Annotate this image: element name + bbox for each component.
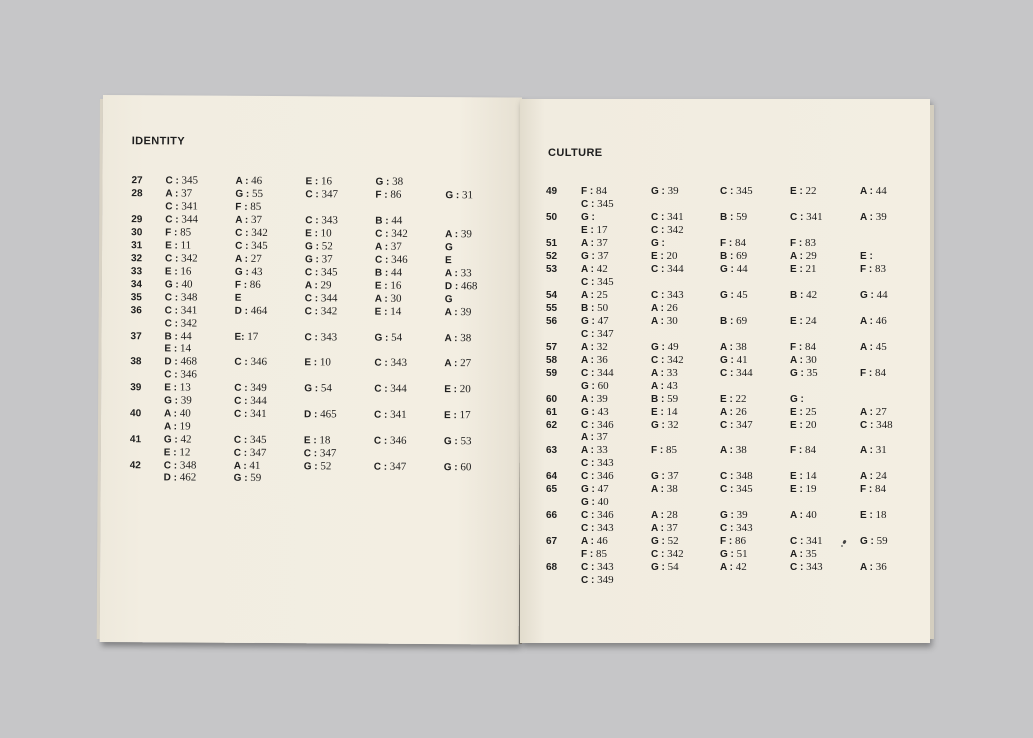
table-cell: A : 42: [581, 262, 608, 275]
table-cell: F : 84: [860, 483, 886, 496]
table-cell: C : 347: [581, 327, 614, 340]
table-cell: A : 39: [445, 227, 472, 241]
table-cell: A : 44: [860, 185, 887, 197]
table-cell: C : 348: [860, 418, 893, 431]
table-cell: F : 84: [720, 236, 746, 249]
table-cell: F : 85: [165, 226, 192, 239]
table-cell: E : 24: [790, 314, 817, 327]
table-cell: C : 344: [581, 366, 614, 379]
table-cell: C : 347: [233, 446, 267, 459]
table-cell: C : 348: [163, 459, 197, 472]
table-cell: G : 59: [233, 472, 262, 485]
table-cell: A : 38: [720, 444, 747, 457]
table-cell: A : 30: [651, 314, 678, 327]
row-number: 50: [546, 211, 558, 223]
table-cell: C : 346: [164, 368, 197, 381]
table-cell: G : 39: [164, 394, 192, 407]
table-cell: B : 44: [374, 266, 403, 279]
row-number: 57: [546, 341, 558, 353]
table-cell: G : 42: [163, 433, 192, 446]
table-cell: G :: [651, 237, 665, 249]
table-cell: A : 24: [860, 470, 887, 483]
table-cell: A : 43: [651, 379, 678, 392]
row-number: 62: [546, 419, 558, 431]
table-cell: E : 20: [444, 383, 471, 396]
table-cell: C : 343: [581, 561, 614, 573]
table-cell: C : 343: [581, 522, 614, 535]
table-cell: C : 341: [234, 407, 267, 421]
table-cell: A : 27: [234, 252, 262, 265]
table-cell: C : 344: [651, 262, 684, 275]
left-page: [100, 95, 522, 645]
row-number: 58: [546, 354, 558, 366]
table-cell: G : 52: [651, 535, 679, 548]
table-cell: G : 59: [860, 535, 888, 548]
table-cell: E : 10: [304, 356, 331, 369]
table-cell: G : 35: [790, 366, 818, 379]
table-cell: C : 341: [651, 210, 684, 223]
table-cell: A : 33: [651, 366, 678, 379]
row-number: 33: [130, 265, 143, 278]
table-cell: E : 16: [164, 265, 192, 278]
table-cell: G : 49: [651, 340, 679, 353]
ink-smudge: [841, 545, 843, 547]
table-cell: C : 348: [164, 291, 198, 304]
table-cell: A : 37: [235, 213, 262, 226]
row-number: 65: [546, 484, 558, 496]
table-cell: A : 38: [720, 340, 747, 353]
row-number: 36: [130, 304, 142, 317]
table-cell: G : 40: [581, 496, 609, 509]
table-cell: A : 26: [651, 301, 678, 314]
row-number: 64: [546, 471, 558, 483]
table-cell: G : 40: [164, 278, 193, 291]
table-cell: G : 54: [374, 331, 403, 344]
table-cell: G : 44: [860, 288, 888, 301]
table-cell: G : 52: [305, 240, 333, 253]
table-cell: F : 85: [651, 444, 677, 457]
table-cell: E : 14: [790, 470, 817, 483]
table-cell: B : 42: [790, 288, 818, 301]
table-cell: A : 39: [860, 210, 887, 223]
table-cell: A : 19: [163, 420, 191, 433]
table-cell: C : 342: [164, 317, 198, 330]
table-cell: F : 83: [790, 236, 816, 249]
row-number: 38: [130, 356, 142, 368]
table-cell: E : 18: [860, 509, 887, 522]
table-cell: C : 344: [165, 213, 198, 226]
table-cell: E : 16: [305, 175, 333, 188]
row-number: 68: [546, 562, 558, 573]
table-cell: A : 33: [581, 444, 608, 457]
table-cell: C : 349: [581, 573, 614, 586]
table-cell: G : 60: [581, 379, 609, 392]
table-cell: E : 16: [374, 279, 402, 292]
table-cell: G : 38: [375, 175, 404, 188]
table-cell: E : 20: [790, 418, 817, 431]
table-cell: F : 85: [581, 548, 607, 560]
table-cell: B : 69: [720, 314, 748, 327]
table-cell: C : 341: [165, 200, 198, 213]
table-cell: G : 43: [581, 405, 609, 418]
row-number: 60: [546, 393, 558, 405]
table-cell: E : 17: [581, 223, 608, 236]
table-cell: B : 59: [720, 210, 748, 223]
table-cell: A : 37: [375, 240, 402, 253]
page-heading-culture: CULTURE: [548, 147, 603, 159]
row-number: 41: [129, 433, 142, 446]
table-cell: G : 45: [720, 288, 748, 301]
table-cell: A : 32: [581, 340, 608, 353]
table-cell: G : 47: [581, 483, 609, 496]
table-cell: E : 13: [164, 381, 191, 394]
table-cell: C : 344: [234, 394, 267, 408]
table-cell: C : 346: [581, 470, 614, 483]
row-number: 59: [546, 367, 558, 379]
row-number: 54: [546, 289, 558, 301]
table-cell: F : 83: [860, 262, 886, 275]
table-cell: C : 342: [235, 226, 268, 239]
table-cell: E : 14: [374, 305, 402, 318]
row-number: 29: [131, 213, 143, 226]
table-cell: C : 342: [304, 305, 338, 318]
table-cell: A : 30: [374, 292, 402, 305]
table-cell: A : 37: [581, 236, 608, 249]
table-cell: G : 39: [651, 185, 679, 197]
table-cell: F : 86: [375, 188, 402, 201]
table-cell: G : 53: [443, 434, 472, 448]
table-cell: C : 342: [651, 223, 684, 236]
table-cell: C : 343: [790, 561, 823, 573]
table-cell: E : 11: [165, 239, 192, 252]
table-cell: E: 17: [234, 330, 259, 343]
table-cell: C : 346: [581, 509, 614, 522]
row-number: 39: [130, 382, 142, 394]
table-cell: G: [445, 241, 453, 253]
table-cell: A : 27: [444, 357, 472, 370]
table-cell: C : 346: [374, 253, 408, 266]
table-cell: B : 44: [375, 214, 403, 227]
table-cell: A : 27: [860, 405, 887, 418]
row-number: 42: [129, 459, 141, 471]
table-cell: F : 86: [234, 278, 261, 291]
table-cell: F : 85: [235, 200, 262, 213]
table-cell: A : 41: [233, 459, 261, 472]
table-cell: A : 46: [860, 314, 887, 327]
table-cell: E: [444, 254, 452, 266]
table-cell: C : 349: [234, 382, 267, 395]
table-cell: A : 39: [581, 392, 608, 405]
row-number: 66: [546, 510, 558, 522]
table-cell: G :: [790, 393, 804, 405]
table-cell: B : 69: [720, 249, 748, 262]
table-cell: B : 59: [651, 392, 679, 405]
table-cell: A : 36: [860, 561, 887, 573]
table-cell: E :: [860, 250, 873, 262]
table-cell: G : 31: [445, 189, 474, 202]
table-cell: C : 344: [304, 292, 338, 305]
row-number: 27: [131, 175, 143, 187]
row-number: 55: [546, 302, 558, 314]
row-number: 53: [546, 263, 558, 275]
table-cell: A : 31: [860, 444, 887, 457]
table-cell: A : 28: [651, 509, 678, 522]
table-cell: C : 347: [720, 418, 753, 431]
table-cell: C : 343: [374, 357, 407, 370]
table-cell: G : 37: [651, 470, 679, 483]
table-cell: C : 343: [581, 457, 614, 470]
table-cell: C : 346: [581, 418, 614, 431]
table-cell: A : 40: [164, 407, 191, 420]
table-cell: A : 36: [581, 353, 608, 366]
table-cell: C : 344: [720, 366, 753, 379]
table-cell: E : 10: [305, 227, 332, 240]
table-cell: C : 345: [165, 174, 199, 187]
table-cell: A : 33: [444, 266, 472, 280]
table-cell: E : 17: [444, 409, 471, 422]
table-cell: G : 41: [720, 353, 748, 366]
table-cell: F : 84: [581, 185, 607, 197]
table-cell: E : 22: [790, 185, 817, 197]
row-number: 67: [546, 536, 558, 548]
ink-smudge: [842, 540, 847, 545]
table-cell: C : 341: [374, 408, 407, 421]
table-cell: G : 52: [303, 459, 332, 472]
row-number: 34: [130, 278, 143, 291]
table-cell: C : 341: [790, 210, 823, 223]
row-number: 35: [130, 291, 142, 304]
table-cell: F : 86: [720, 535, 746, 548]
table-cell: C : 345: [581, 275, 614, 288]
table-cell: C : 342: [164, 252, 198, 265]
row-number: 30: [131, 226, 143, 239]
table-cell: C : 342: [651, 353, 684, 366]
table-cell: E : 14: [164, 342, 192, 355]
row-number: 61: [546, 406, 558, 418]
table-cell: C : 348: [720, 470, 753, 483]
row-number: 28: [131, 188, 143, 200]
table-cell: C : 345: [233, 433, 267, 446]
table-cell: A : 42: [720, 561, 747, 573]
table-cell: C : 345: [720, 185, 753, 197]
right-page: [520, 99, 930, 643]
table-cell: G : 51: [720, 548, 748, 560]
table-cell: D : 468: [164, 355, 198, 368]
table-cell: E : 21: [790, 262, 817, 275]
table-cell: A : 37: [651, 522, 678, 535]
table-cell: D : 468: [444, 279, 478, 293]
table-cell: A : 39: [444, 305, 472, 319]
table-cell: D : 465: [304, 408, 337, 421]
table-cell: E: [234, 292, 242, 304]
table-cell: G : 47: [581, 314, 609, 327]
table-cell: G : 44: [720, 262, 748, 275]
table-cell: G : 60: [443, 460, 472, 473]
table-cell: G : 32: [651, 418, 679, 431]
table-cell: C : 346: [234, 356, 268, 369]
row-number: 31: [131, 239, 143, 252]
table-cell: C : 343: [651, 288, 684, 301]
table-cell: A : 40: [790, 509, 817, 522]
table-cell: E : 18: [303, 434, 331, 447]
page-heading-identity: IDENTITY: [131, 135, 186, 148]
table-cell: A : 46: [581, 535, 608, 548]
table-cell: G : 55: [235, 187, 264, 200]
table-cell: B : 50: [581, 301, 609, 314]
row-number: 51: [546, 237, 558, 249]
table-cell: A : 30: [790, 353, 817, 366]
table-cell: C : 347: [373, 460, 407, 473]
table-cell: A : 35: [790, 548, 817, 560]
table-cell: G : 37: [304, 253, 333, 266]
table-cell: G : 43: [234, 265, 263, 278]
table-cell: D : 464: [234, 304, 268, 317]
table-cell: A : 29: [790, 249, 817, 262]
table-cell: F : 84: [790, 340, 816, 353]
table-cell: C : 344: [374, 382, 407, 396]
table-cell: C : 345: [235, 239, 268, 252]
table-cell: C : 347: [305, 188, 339, 201]
table-cell: G : 54: [304, 382, 332, 395]
table-cell: C : 345: [581, 197, 614, 210]
table-cell: E : 22: [720, 392, 747, 405]
table-cell: G :: [581, 211, 595, 223]
row-number: 40: [130, 408, 142, 420]
row-number: 52: [546, 250, 558, 262]
table-cell: G: [444, 293, 453, 305]
table-cell: A : 38: [651, 483, 678, 496]
table-cell: A : 26: [720, 405, 747, 418]
table-cell: C : 346: [373, 434, 407, 447]
table-cell: E : 14: [651, 405, 678, 418]
table-cell: C : 342: [651, 548, 684, 560]
row-number: 49: [546, 186, 558, 197]
table-cell: A : 37: [165, 187, 193, 200]
table-cell: D : 462: [163, 471, 197, 484]
table-cell: A : 29: [304, 279, 332, 292]
table-cell: C : 341: [790, 535, 823, 548]
table-cell: A : 25: [581, 288, 608, 301]
row-number: 37: [130, 330, 142, 342]
table-cell: E : 20: [651, 249, 678, 262]
table-cell: C : 347: [303, 446, 337, 460]
table-cell: F : 84: [860, 366, 886, 379]
table-cell: E : 25: [790, 405, 817, 418]
table-cell: C : 345: [304, 266, 338, 279]
table-cell: A : 38: [444, 331, 472, 344]
table-cell: E : 19: [790, 483, 817, 496]
table-cell: G : 54: [651, 561, 679, 573]
table-cell: C : 345: [720, 483, 753, 496]
table-cell: G : 37: [581, 249, 609, 262]
table-cell: A : 37: [581, 431, 608, 444]
table-cell: C : 343: [305, 214, 338, 227]
table-cell: C : 343: [720, 522, 753, 535]
table-cell: C : 342: [375, 227, 408, 240]
table-cell: B : 44: [164, 330, 192, 343]
table-cell: A : 45: [860, 340, 887, 353]
table-cell: C : 343: [304, 330, 338, 344]
row-number: 56: [546, 315, 558, 327]
row-number: 63: [546, 445, 558, 457]
row-number: 32: [130, 252, 143, 265]
table-cell: E : 12: [163, 446, 191, 459]
table-cell: C : 341: [164, 304, 198, 317]
table-cell: G : 39: [720, 509, 748, 522]
table-cell: A : 46: [235, 174, 263, 187]
table-cell: F : 84: [790, 444, 816, 457]
